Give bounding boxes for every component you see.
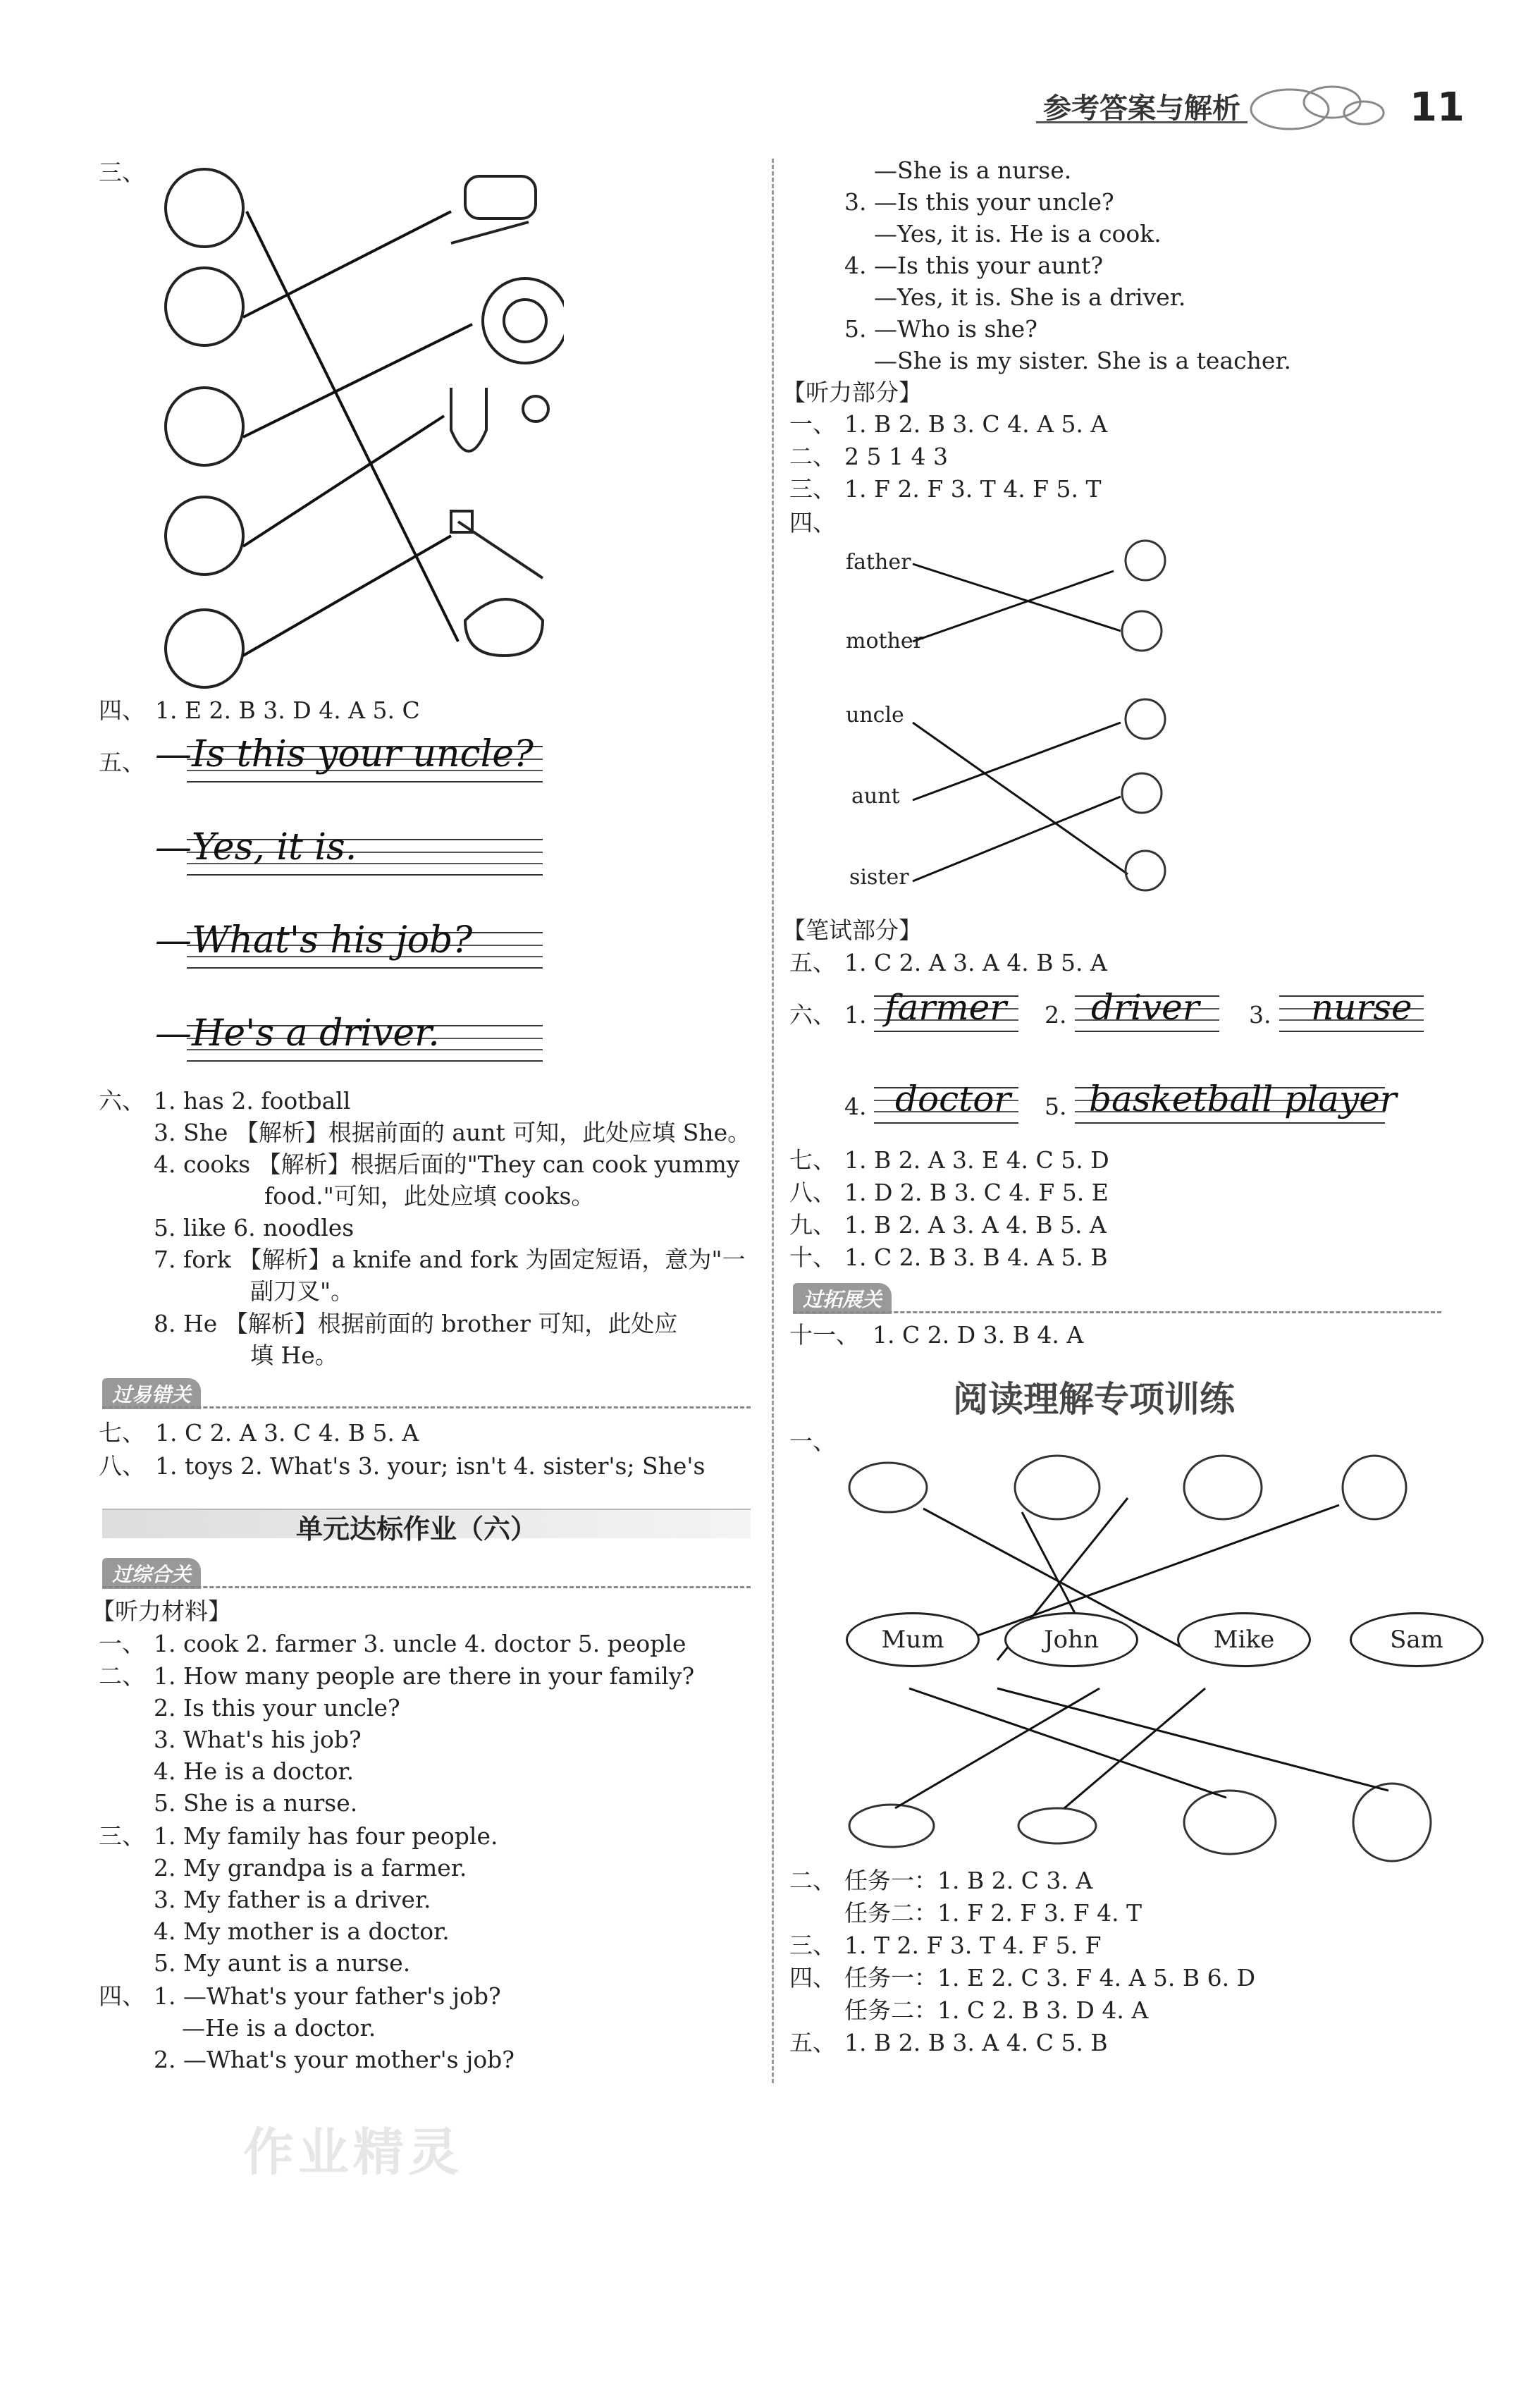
unit-title: 单元达标作业（六） (296, 1514, 538, 1545)
faces-jobs-matching (155, 155, 564, 691)
material-line: 1. —What's your father's job? (154, 1982, 501, 2010)
material-line: 2. —What's your mother's job? (154, 2046, 515, 2073)
continued-line: 5. —Who is she? (844, 315, 1037, 343)
rd3-label: 三、 (789, 1932, 836, 1959)
r6-label: 六、 (789, 1001, 836, 1029)
section-6-line: 8. He 【解析】根据前面的 brother 可知，此处应 (154, 1310, 678, 1337)
r2-answers: 2 5 1 4 3 (844, 443, 948, 470)
material-line: 2. My grandpa is a farmer. (154, 1854, 467, 1882)
r7-answers: 1. B 2. A 3. E 4. C 5. D (844, 1146, 1109, 1174)
family-word: aunt (851, 784, 900, 809)
section-5-label: 五、 (99, 749, 145, 776)
listen-part-heading: 【听力部分】 (782, 379, 922, 406)
tag-underline (102, 1406, 751, 1408)
handwritten-word: basketball player (1089, 1079, 1397, 1119)
rd4-line: 任务二：1. C 2. B 3. D 4. A (844, 1996, 1149, 2024)
material-4-label: 四、 (99, 1982, 145, 2010)
r9-answers: 1. B 2. A 3. A 4. B 5. A (844, 1211, 1107, 1239)
r3-label: 三、 (789, 475, 836, 503)
r7-label: 七、 (789, 1146, 836, 1174)
r10-answers: 1. C 2. B 3. B 4. A 5. B (844, 1244, 1108, 1271)
material-line: 3. My father is a driver. (154, 1886, 431, 1913)
tag-underline (793, 1311, 1441, 1313)
rd3-answers: 1. T 2. F 3. T 4. F 5. F (844, 1932, 1102, 1959)
header-underline (1036, 121, 1248, 123)
section-7-answers: 1. C 2. A 3. C 4. B 5. A (155, 1419, 419, 1447)
column-divider (772, 159, 774, 2083)
name-oval: Mike (1177, 1612, 1311, 1667)
r11-label: 十一、 (789, 1321, 859, 1349)
listen-material-heading: 【听力材料】 (92, 1597, 231, 1625)
r5-answers: 1. C 2. A 3. A 4. B 5. A (844, 949, 1107, 976)
section-4-label: 四、 (99, 696, 145, 724)
header-title: 参考答案与解析 (1043, 92, 1240, 125)
handwritten-sentence: —What's his job? (155, 919, 473, 962)
rd4-line: 任务一：1. E 2. C 3. F 4. A 5. B 6. D (844, 1964, 1256, 1991)
material-line: 4. He is a doctor. (154, 1757, 355, 1785)
name-oval: John (1004, 1612, 1138, 1667)
material-line: 3. What's his job? (154, 1726, 362, 1753)
section-6-line: 3. She 【解析】根据前面的 aunt 可知，此处应填 She。 (154, 1119, 751, 1146)
written-part-heading: 【笔试部分】 (782, 916, 922, 944)
page-number: 11 (1410, 85, 1465, 130)
family-word: father (846, 550, 911, 575)
section-6-line: 1. has 2. football (154, 1087, 351, 1115)
cloud-decoration-icon (1248, 74, 1388, 137)
continued-line: —Yes, it is. She is a driver. (874, 283, 1186, 311)
material-line: 4. My mother is a doctor. (154, 1917, 450, 1945)
section-8-answers: 1. toys 2. What's 3. your; isn't 4. sister's; She's (155, 1452, 706, 1480)
material-line: 5. My aunt is a nurse. (154, 1949, 411, 1977)
handwritten-sentence: —Is this your uncle? (155, 733, 534, 775)
name-oval: Mum (846, 1612, 980, 1667)
watermark: 作业精灵 (243, 2123, 464, 2182)
r8-answers: 1. D 2. B 3. C 4. F 5. E (844, 1179, 1109, 1206)
tag-underline (102, 1586, 751, 1588)
section-6-line: 填 He。 (250, 1342, 338, 1369)
section-6-line: food."可知，此处应填 cooks。 (264, 1182, 595, 1210)
blank-number: 2. (1045, 1001, 1067, 1029)
family-matching-lines (909, 515, 1191, 916)
r3-answers: 1. F 2. F 3. T 4. F 5. T (844, 475, 1102, 503)
rd2-line: 任务一：1. B 2. C 3. A (844, 1867, 1093, 1894)
continued-line: —She is my sister. She is a teacher. (874, 347, 1292, 374)
material-line: 1. How many people are there in your family? (154, 1662, 695, 1690)
material-1-label: 一、 (99, 1630, 145, 1657)
r11-answers: 1. C 2. D 3. B 4. A (873, 1321, 1084, 1349)
handwritten-word: doctor (895, 1079, 1011, 1119)
r4-label: 四、 (789, 509, 836, 536)
section-4-answers: 1. E 2. B 3. D 4. A 5. C (155, 696, 420, 724)
section-6-line: 7. fork 【解析】a knife and fork 为固定短语，意为"一 (154, 1246, 746, 1273)
r9-label: 九、 (789, 1211, 836, 1239)
continued-line: 3. —Is this your uncle? (844, 188, 1114, 216)
section-3-label: 三、 (99, 159, 145, 186)
section-tag: 过综合关 (102, 1558, 201, 1589)
blank-number: 4. (844, 1093, 867, 1120)
r5-label: 五、 (789, 949, 836, 976)
r10-label: 十、 (789, 1244, 836, 1271)
blank-number: 5. (1045, 1093, 1067, 1120)
family-word: uncle (846, 703, 904, 728)
rd1-label: 一、 (789, 1428, 836, 1455)
section-6-line: 5. like 6. noodles (154, 1214, 355, 1241)
r8-label: 八、 (789, 1179, 836, 1206)
section-6-label: 六、 (99, 1087, 145, 1115)
material-2-label: 二、 (99, 1662, 145, 1690)
section-6-line: 副刀叉"。 (250, 1277, 355, 1305)
material-1-text: 1. cook 2. farmer 3. uncle 4. doctor 5. people (154, 1630, 686, 1657)
section-8-label: 八、 (99, 1452, 145, 1480)
blank-number: 3. (1249, 1001, 1271, 1029)
handwritten-word: farmer (885, 987, 1007, 1028)
material-line: 1. My family has four people. (154, 1822, 498, 1850)
rd4-label: 四、 (789, 1964, 836, 1991)
rd2-label: 二、 (789, 1867, 836, 1894)
r2-label: 二、 (789, 443, 836, 470)
material-3-label: 三、 (99, 1822, 145, 1850)
r1-label: 一、 (789, 410, 836, 438)
section-6-line: 4. cooks 【解析】根据后面的"They can cook yummy (154, 1150, 740, 1178)
r1-answers: 1. B 2. B 3. C 4. A 5. A (844, 410, 1108, 438)
continued-line: 4. —Is this your aunt? (844, 252, 1104, 279)
handwritten-word: nurse (1311, 987, 1412, 1028)
handwritten-sentence: —He's a driver. (155, 1012, 440, 1055)
family-word: sister (849, 865, 909, 890)
material-line: 2. Is this your uncle? (154, 1694, 400, 1721)
rd5-answers: 1. B 2. B 3. A 4. C 5. B (844, 2029, 1108, 2056)
continued-line: —She is a nurse. (874, 156, 1072, 184)
continued-line: —Yes, it is. He is a cook. (874, 220, 1162, 247)
section-tag: 过拓展关 (793, 1283, 892, 1314)
handwritten-word: driver (1091, 987, 1200, 1028)
handwritten-sentence: —Yes, it is. (155, 826, 357, 869)
section-7-label: 七、 (99, 1419, 145, 1447)
material-line: —He is a doctor. (182, 2014, 376, 2042)
rd2-line: 任务二：1. F 2. F 3. F 4. T (844, 1899, 1142, 1927)
section-tag: 过易错关 (102, 1378, 201, 1409)
name-oval: Sam (1350, 1612, 1484, 1667)
rd5-label: 五、 (789, 2029, 836, 2056)
blank-number: 1. (844, 1001, 867, 1029)
family-word: mother (846, 629, 923, 653)
material-line: 5. She is a nurse. (154, 1789, 358, 1817)
reading-title: 阅读理解专项训练 (953, 1379, 1235, 1420)
